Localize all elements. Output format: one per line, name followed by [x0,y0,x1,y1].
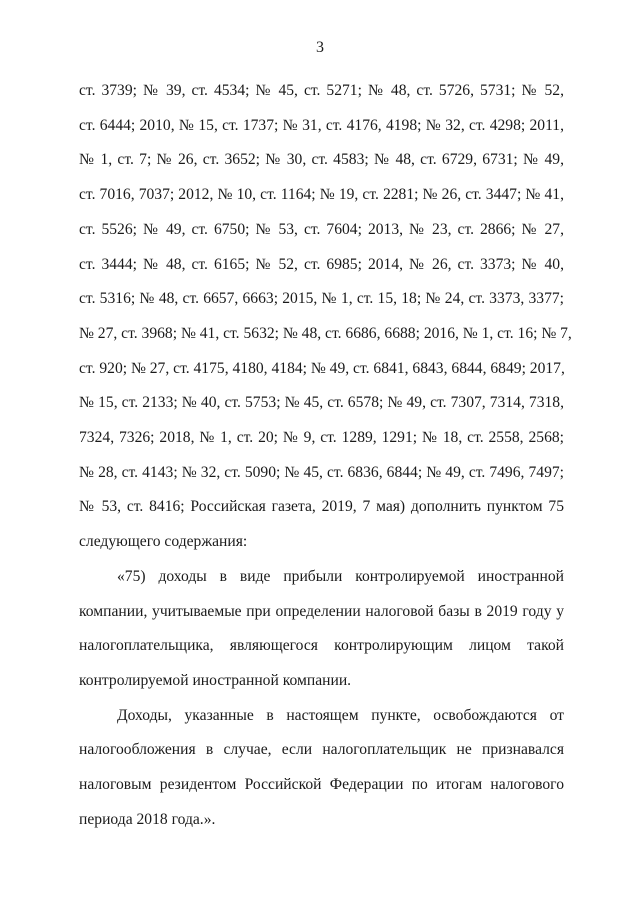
text-line: № 28, ст. 4143; № 32, ст. 5090; № 45, ст. 6836, 6844; № 49, ст. 7496, 7497; [79,463,564,481]
text-line: налогоплательщика, являющегося контролирующим лицом такой [79,637,564,655]
text-line: налоговым резидентом Российской Федерации по итогам налогового [79,776,564,794]
paragraph-first-line: «75) доходы в виде прибыли контролируемой иностранной [117,567,564,585]
text-line: № 53, ст. 8416; Российская газета, 2019, 7 мая) дополнить пунктом 75 [79,498,564,516]
text-line: ст. 5316; № 48, ст. 6657, 6663; 2015, № 1, ст. 15, 18; № 24, ст. 3373, 3377; [79,290,564,308]
text-line: ст. 7016, 7037; 2012, № 10, ст. 1164; № 19, ст. 2281; № 26, ст. 3447; № 41, [79,186,564,204]
text-line: ст. 6444; 2010, № 15, ст. 1737; № 31, ст. 4176, 4198; № 32, ст. 4298; 2011, [79,116,564,134]
text-line: налогообложения в случае, если налогоплательщик не признавался [79,741,564,759]
text-line: 7324, 7326; 2018, № 1, ст. 20; № 9, ст. 1289, 1291; № 18, ст. 2558, 2568; [79,429,564,447]
text-line: ст. 5526; № 49, ст. 6750; № 53, ст. 7604; 2013, № 23, ст. 2866; № 27, [79,220,564,238]
text-line: ст. 3444; № 48, ст. 6165; № 52, ст. 6985; 2014, № 26, ст. 3373; № 40, [79,255,564,273]
paragraph-first-line: Доходы, указанные в настоящем пункте, освобождаются от [117,706,564,724]
text-line: компании, учитываемые при определении налоговой базы в 2019 году у [79,602,564,620]
text-line: № 15, ст. 2133; № 40, ст. 5753; № 45, ст. 6578; № 49, ст. 7307, 7314, 7318, [79,394,564,412]
text-line: № 27, ст. 3968; № 41, ст. 5632; № 48, ст. 6686, 6688; 2016, № 1, ст. 16; № 7, [79,324,572,342]
page-number: 3 [316,39,324,56]
text-line: следующего содержания: [79,533,248,551]
document-body [79,74,572,837]
text-line: ст. 920; № 27, ст. 4175, 4180, 4184; № 49, ст. 6841, 6843, 6844, 6849; 2017, [79,359,565,377]
text-line: ст. 3739; № 39, ст. 4534; № 45, ст. 5271; № 48, ст. 5726, 5731; № 52, [79,82,564,99]
text-line: периода 2018 года.». [79,810,216,828]
text-line: контролируемой иностранной компании. [79,671,352,689]
text-line: № 1, ст. 7; № 26, ст. 3652; № 30, ст. 4583; № 48, ст. 6729, 6731; № 49, [79,151,564,169]
